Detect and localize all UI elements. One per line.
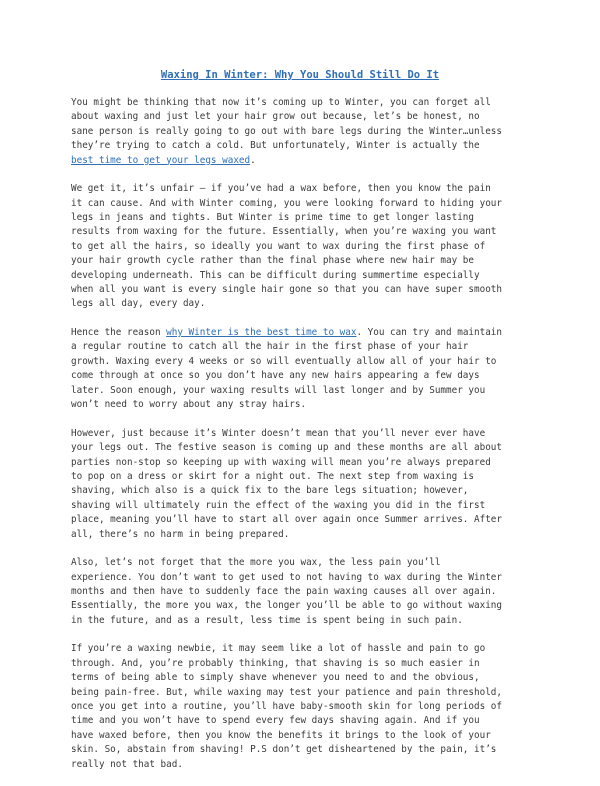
text-line: [71, 513, 541, 527]
text-line: [71, 96, 541, 110]
text-segment: your legs out. The festive season is coming up and these months are all about: [71, 442, 502, 454]
text-segment: later. Soon enough, your waxing results will last longer and by Summer you: [71, 384, 486, 396]
text-line: [71, 326, 541, 340]
text-segment: sane person is really going to go out with bare legs during the Winter…unless: [71, 125, 502, 137]
text-line: [71, 571, 541, 585]
text-segment: developing underneath. This can be difficult during summertime especially: [71, 269, 480, 281]
text-segment: they’re trying to catch a cold. But unfortunately, Winter is actually the: [71, 140, 480, 152]
text-segment: We get it, it’s unfair – if you’ve had a wax before, then you know the pain: [71, 183, 491, 195]
text-segment: once you get into a routine, you’ll have baby-smooth skin for long periods of: [71, 700, 502, 712]
text-segment: shaving will ultimately ruin the effect of the waxing you did in the first: [71, 499, 486, 511]
text-line: [71, 499, 541, 513]
text-line: [71, 139, 541, 153]
text-line: [71, 758, 541, 772]
text-segment: Essentially, the more you wax, the longer you’ll be able to go without waxing: [71, 600, 502, 612]
text-line: [71, 197, 541, 211]
paragraph: [71, 556, 541, 628]
text-segment: to pop on a dress or skirt for a night out. The next step from waxing is: [71, 470, 474, 482]
text-segment: .: [250, 154, 256, 166]
text-segment: your hair growth cycle rather than the final phase where new hair may be: [71, 255, 474, 267]
text-line: [71, 700, 541, 714]
text-line: [71, 283, 541, 297]
text-segment: come through at once so you don’t have any new hairs appearing a few days: [71, 370, 480, 382]
text-line: [71, 269, 541, 283]
text-segment: skin. So, abstain from shaving! P.S don’t get disheartened by the pain, it’s: [71, 744, 497, 756]
text-segment: all, there’s no harm in being prepared.: [71, 528, 290, 540]
text-line: [71, 556, 541, 570]
text-segment: growth. Waxing every 4 weeks or so will eventually allow all of your hair to: [71, 355, 497, 367]
text-line: [71, 470, 541, 484]
text-segment: Also, let’s not forget that the more you wax, the less pain you’ll: [71, 557, 441, 569]
text-segment: legs in jeans and tights. But Winter is prime time to get longer lasting: [71, 212, 474, 224]
text-line: [71, 441, 541, 455]
text-segment: being pain-free. But, while waxing may test your patience and pain threshold,: [71, 686, 502, 698]
text-segment: won’t need to worry about any stray hairs.: [71, 399, 307, 411]
text-segment: terms of being able to simply shave whenever you need to and the obvious,: [71, 672, 480, 684]
text-line: [71, 384, 541, 398]
text-line: [71, 110, 541, 124]
text-segment: it can cause. And with Winter coming, you were looking forward to hiding your: [71, 197, 502, 209]
text-line: [71, 743, 541, 757]
text-line: [71, 398, 541, 412]
paragraph: [71, 642, 541, 772]
text-line: [71, 340, 541, 354]
text-segment: through. And, you’re probably thinking, that shaving is so much easier in: [71, 657, 480, 669]
text-segment: in the future, and as a result, less time is spent being in such pain.: [71, 614, 463, 626]
text-line: [71, 614, 541, 628]
text-line: [71, 484, 541, 498]
text-line: [71, 657, 541, 671]
text-line: [71, 211, 541, 225]
text-line: [71, 240, 541, 254]
text-segment: You might be thinking that now it’s coming up to Winter, you can forget all: [71, 97, 491, 108]
text-segment: place, meaning you’ll have to start all over again once Summer arrives. After: [71, 514, 502, 526]
text-segment: However, just because it’s Winter doesn’t mean that you’ll never ever have: [71, 427, 486, 439]
text-line: [71, 642, 541, 656]
text-segment: . You can try and maintain: [356, 327, 502, 339]
page-title: Waxing In Winter: Why You Should Still Do It: [160, 69, 440, 81]
paragraph: [71, 96, 541, 168]
text-segment: about waxing and just let your hair grow out because, let’s be honest, no: [71, 111, 480, 123]
text-line: [71, 355, 541, 369]
inline-link[interactable]: why Winter is the best time to wax: [166, 327, 357, 339]
text-line: [71, 686, 541, 700]
text-segment: really not that bad.: [71, 758, 183, 770]
text-line: [71, 427, 541, 441]
text-line: [71, 729, 541, 743]
text-segment: when all you want is every single hair gone so that you can have super smooth: [71, 284, 502, 296]
text-line: [71, 456, 541, 470]
text-segment: time and you won’t have to spend every few days shaving again. And if you: [71, 715, 480, 727]
text-segment: have waxed before, then you know the benefits it brings to the look of your: [71, 729, 491, 741]
paragraph: [71, 182, 541, 312]
text-line: [71, 714, 541, 728]
text-segment: Hence the reason: [71, 327, 167, 339]
paragraph: [71, 326, 541, 412]
inline-link[interactable]: best time to get your legs waxed: [71, 154, 251, 166]
text-line: [71, 585, 541, 599]
text-segment: experience. You don’t want to get used to not having to wax during the Winter: [71, 571, 502, 583]
text-line: [71, 599, 541, 613]
text-line: [71, 125, 541, 139]
text-segment: shaving, which also is a quick fix to the bare legs situation; however,: [71, 485, 469, 497]
text-line: [71, 225, 541, 239]
text-line: [71, 671, 541, 685]
text-segment: a regular routine to catch all the hair in the first phase of your hair: [71, 341, 469, 353]
text-segment: legs all day, every day.: [71, 298, 206, 310]
text-segment: months and then have to suddenly face the pain waxing causes all over again.: [71, 585, 497, 597]
text-segment: parties non-stop so keeping up with waxing will mean you’re always prepared: [71, 456, 491, 468]
text-line: [71, 297, 541, 311]
text-line: [71, 254, 541, 268]
text-segment: results from waxing for the future. Essentially, when you’re waxing you want: [71, 226, 497, 238]
article-body: [71, 96, 541, 786]
text-segment: If you’re a waxing newbie, it may seem like a lot of hassle and pain to go: [71, 643, 486, 655]
text-line: [71, 528, 541, 542]
text-line: [71, 369, 541, 383]
text-line: [71, 182, 541, 196]
text-line: [71, 154, 541, 168]
text-segment: to get all the hairs, so ideally you want to wax during the first phase of: [71, 240, 486, 252]
paragraph: [71, 427, 541, 542]
